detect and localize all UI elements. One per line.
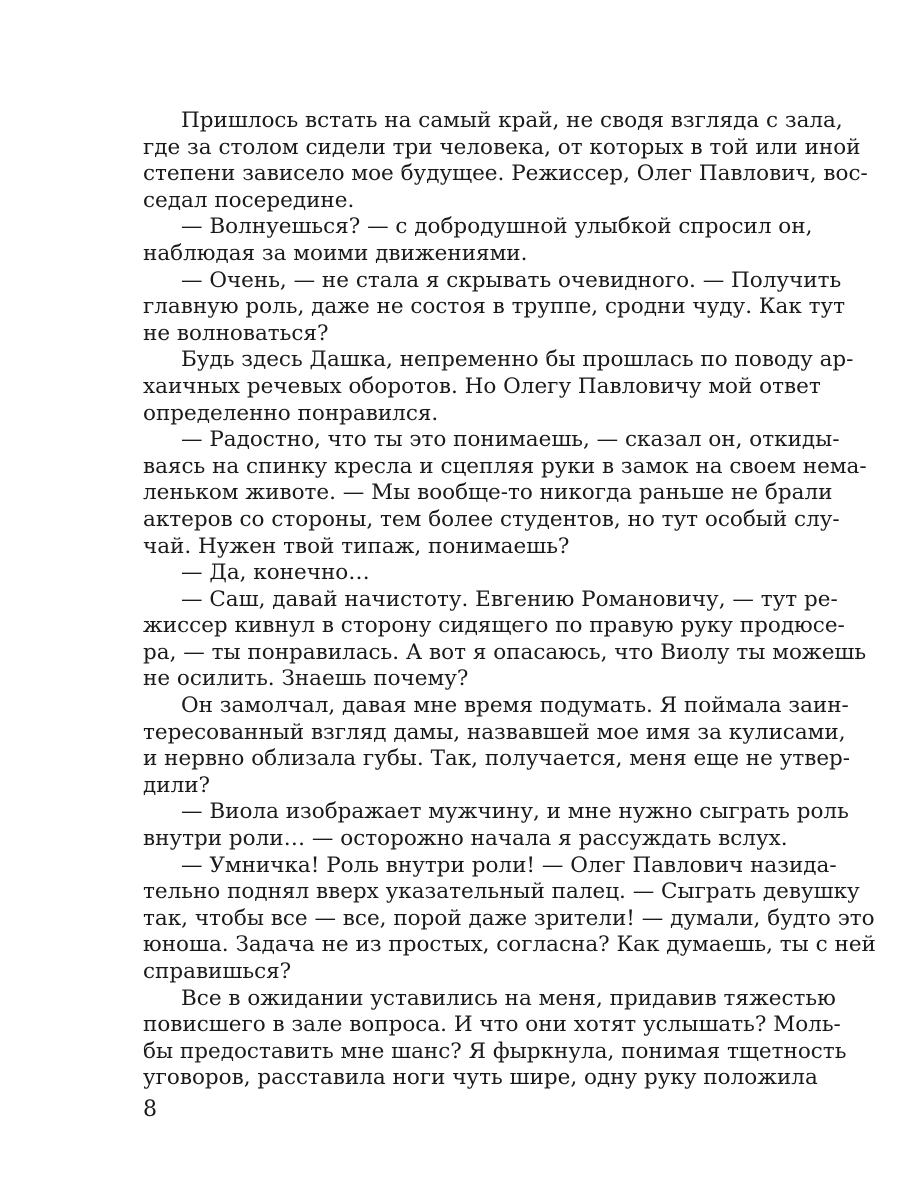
page-number: 8 bbox=[143, 1097, 157, 1122]
text-line: седал посередине. bbox=[143, 187, 355, 213]
text-line: бы предоставить мне шанс? Я фыркнула, понимая тщетность bbox=[143, 1038, 847, 1064]
text-line: ра, — ты понравилась. А вот я опасаюсь, что Виолу ты можешь bbox=[143, 639, 867, 665]
body-text bbox=[143, 108, 876, 1092]
text-line: и нервно облизала губы. Так, получается, меня еще не утвер- bbox=[143, 746, 851, 772]
text-line: чай. Нужен твой типаж, понимаешь? bbox=[143, 533, 570, 559]
text-line: внутри роли… — осторожно начала я рассуждать вслух. bbox=[143, 826, 788, 852]
text-line: — Волнуешься? — с добродушной улыбкой спросил он, bbox=[181, 214, 813, 240]
text-line: тересованный взгляд дамы, назвавшей мое имя за кулисами, bbox=[143, 719, 846, 745]
text-line: хаичных речевых оборотов. Но Олегу Павловичу мой ответ bbox=[143, 373, 821, 399]
text-line: степени зависело мое будущее. Режиссер, Олег Павлович, вос- bbox=[143, 161, 868, 187]
text-line: уговоров, расставила ноги чуть шире, одну руку положила bbox=[143, 1065, 818, 1091]
text-line: актеров со стороны, тем более студентов, но тут особый слу- bbox=[143, 506, 840, 532]
text-line: Пришлось встать на самый край, не сводя взгляда с зала, bbox=[181, 108, 843, 133]
text-line: главную роль, даже не состоя в труппе, сродни чуду. Как тут bbox=[143, 294, 846, 320]
text-line: справишься? bbox=[143, 959, 292, 984]
text-line: дили? bbox=[143, 772, 211, 798]
text-line: — Радостно, что ты это понимаешь, — сказал он, откиды- bbox=[181, 427, 840, 453]
text-line: — Виола изображает мужчину, и мне нужно сыграть роль bbox=[181, 799, 849, 825]
text-line: леньком животе. — Мы вообще-то никогда раньше не брали bbox=[143, 480, 833, 506]
text-line: — Саш, давай начистоту. Евгению Романовичу, — тут ре- bbox=[181, 586, 838, 612]
text-line: Он замолчал, давая мне время подумать. Я поймала заин- bbox=[181, 693, 849, 719]
text-line: ваясь на спинку кресла и сцепляя руки в замок на своем нема- bbox=[143, 453, 867, 479]
text-line: не волноваться? bbox=[143, 320, 329, 346]
text-line: Будь здесь Дашка, непременно бы прошлась по поводу ар- bbox=[181, 347, 854, 373]
text-line: — Очень, — не стала я скрывать очевидного. — Получить bbox=[181, 267, 842, 293]
text-line: где за столом сидели три человека, от которых в той или иной bbox=[143, 134, 861, 160]
text-line: — Да, конечно… bbox=[181, 560, 370, 586]
text-line: жиссер кивнул в сторону сидящего по правую руку продюсе- bbox=[143, 613, 845, 639]
text-line: так, чтобы все — все, порой даже зрители! — думали, будто это bbox=[143, 905, 875, 931]
text-line: повисшего в зале вопроса. И что они хотят услышать? Моль- bbox=[143, 1012, 841, 1038]
text-line: тельно поднял вверх указательный палец. — Сыграть девушку bbox=[143, 879, 860, 905]
text-line: наблюдая за моими движениями. bbox=[143, 240, 528, 266]
text-line: юноша. Задача не из простых, согласна? Как думаешь, ты с ней bbox=[143, 932, 876, 958]
text-line: не осилить. Знаешь почему? bbox=[143, 666, 469, 692]
text-line: определенно понравился. bbox=[143, 400, 439, 426]
text-line: — Умничка! Роль внутри роли! — Олег Павлович назида- bbox=[181, 852, 837, 878]
text-line: Все в ожидании уставились на меня, придавив тяжестью bbox=[181, 985, 836, 1011]
